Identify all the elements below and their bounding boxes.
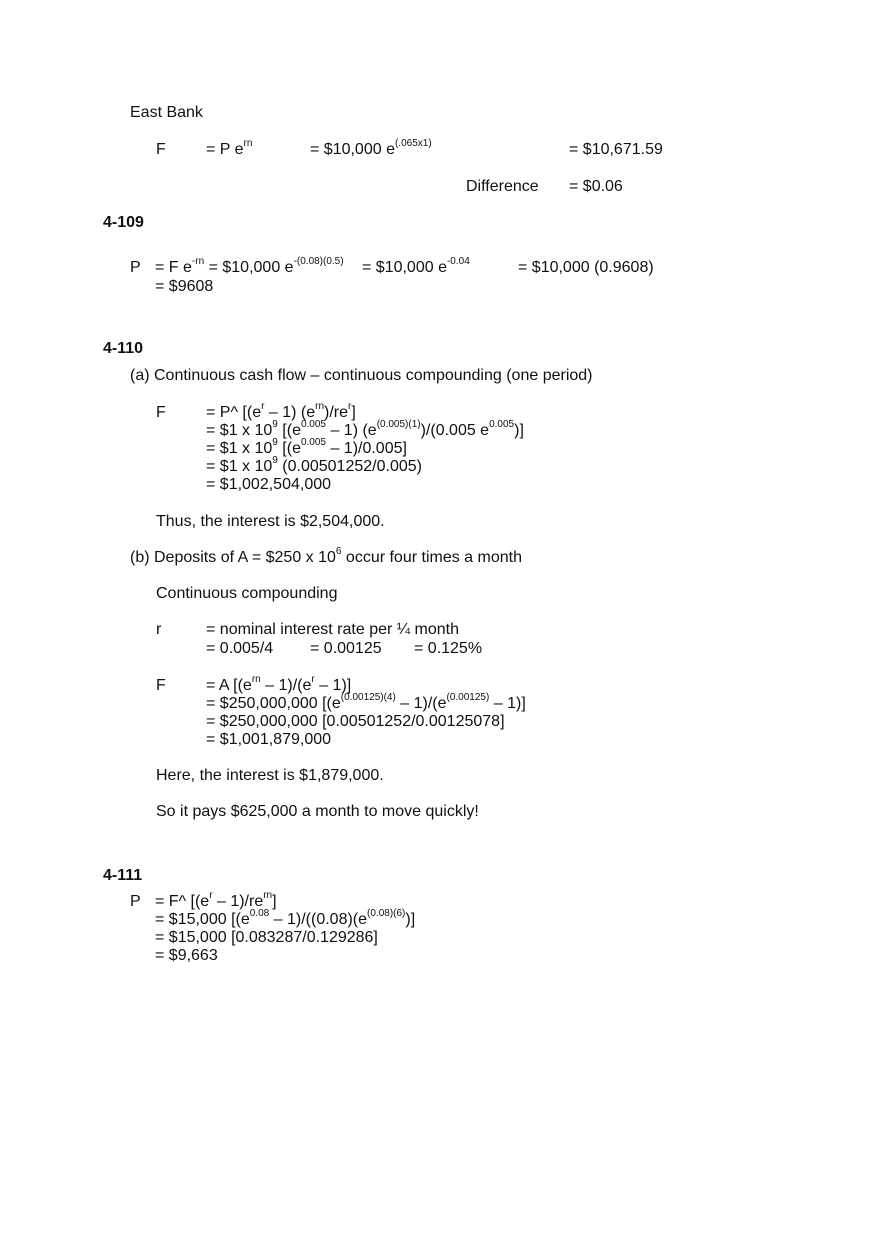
part-b-r-var: r	[156, 621, 162, 638]
east-bank-heading: East Bank	[130, 104, 203, 121]
part-a-conclusion: Thus, the interest is $2,504,000.	[156, 513, 385, 530]
part-b-f-line-3: = $250,000,000 [0.00501252/0.00125078]	[206, 713, 505, 730]
part-a-line-1: = P^ [$(e^r - 1)$ $(e^{rn})/re^r$]	[206, 400, 356, 421]
problem-4-111-line-1: = F^ $[(e^r - 1)/re^{rn}]$	[155, 889, 277, 910]
problem-4-111-heading: 4-111	[103, 867, 143, 884]
east-bank-f-result: = $10,671.59	[569, 141, 663, 158]
east-bank-f-substitution: = $10,000 $e^{(.065x1)}$	[310, 137, 432, 158]
problem-4-110-heading: 4-110	[103, 340, 144, 357]
part-a-f-var: F	[156, 404, 166, 421]
problem-4-109-heading: 4-109	[103, 214, 144, 231]
part-b-conclusion-1: Here, the interest is $1,879,000.	[156, 767, 384, 784]
part-a-line-5: = $1,002,504,000	[206, 476, 332, 493]
problem-4-111-line-3: = $15,000 [0.083287/0.129286]	[155, 929, 378, 946]
part-b-r-line-1: = nominal interest rate per ¼ month	[206, 621, 460, 638]
problem-4-111-line-2: = $15,000 [$(e^{0.08} - 1)/((0.08)(e^{(0.08)(6)})]$	[155, 907, 416, 928]
east-bank-f-formula: = P $e^{rn}$	[206, 137, 253, 158]
part-a-line-3: = $1 x $10^9$ $[(e^{0.005} - 1)/0.005]$	[206, 436, 407, 457]
problem-4-111-line-4: = $9,663	[155, 947, 218, 964]
part-a-line-4: = $1 x $10^9$ (0.00501252/0.005)	[206, 454, 422, 475]
part-b-conclusion-2: So it pays $625,000 a month to move quickly!	[156, 803, 479, 820]
part-a-title: (a) Continuous cash flow – continuous compounding (one period)	[130, 367, 593, 384]
east-bank-f-var: F	[156, 141, 166, 158]
part-b-r-line-2c: = 0.125%	[414, 640, 483, 657]
part-b-subheading: Continuous compounding	[156, 585, 338, 602]
problem-4-109-formula: = F $e^{-rn}$ = $10,000 $e^{-(0.08)(0.5)}$	[155, 255, 344, 276]
part-b-f-line-2: = $250,000,000 $[(e^{(0.00125)(4)} - 1)/(e^{(0.00125)} - 1)]$	[206, 691, 526, 712]
part-b-f-var: F	[156, 677, 166, 694]
problem-4-111-p-var: P	[130, 893, 141, 910]
part-b-r-line-2b: = 0.00125	[310, 640, 382, 657]
part-b-r-line-2a: = 0.005/4	[206, 640, 274, 657]
problem-4-109-step3: = $10,000 (0.9608)	[518, 259, 654, 276]
part-a-line-2: = $1 x $10^9$ [$(e^{0.005} - 1)$ $(e^{(0.005)(1)})/(0.005$ $e^{0.005}$)]	[206, 418, 524, 439]
problem-4-109-result: = $9608	[155, 278, 214, 295]
part-b-title: (b) Deposits of A = $250 x $10^6$ occur four times a month	[130, 545, 522, 566]
difference-label: Difference	[466, 178, 539, 195]
difference-value: = $0.06	[569, 178, 623, 195]
problem-4-109-p-var: P	[130, 259, 141, 276]
problem-4-109-step2: = $10,000 $e^{-0.04}$	[362, 255, 470, 276]
part-b-f-line-1: = A $[(e^{rn} - 1)/(e^r - 1)]$	[206, 673, 352, 694]
part-b-f-line-4: = $1,001,879,000	[206, 731, 332, 748]
